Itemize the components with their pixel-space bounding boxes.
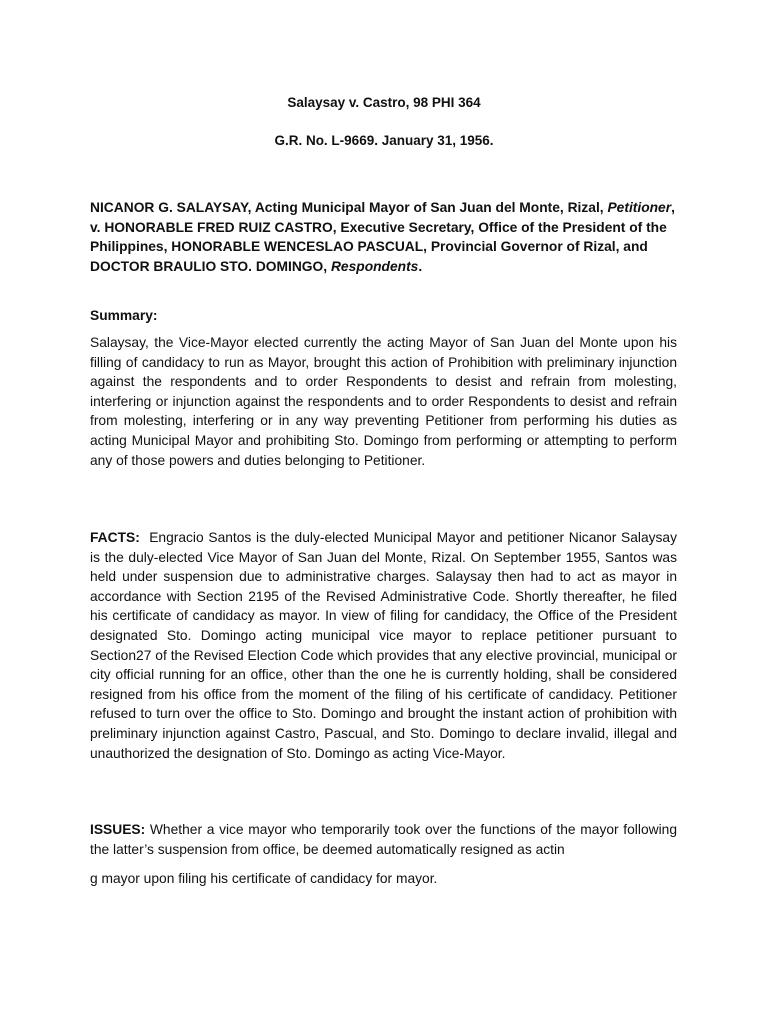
summary-text: Salaysay, the Vice-Mayor elected currently the acting Mayor of San Juan del Monte upon his filling of candidacy to run as Mayor, brought this action of Prohibition with preliminary injunction against the respondents and to order Respondents to desist and refrain from molesting, interfering or injunction against the respondents and to order Respondents to desist and refrain from molesting, interfering or in any way preventing Petitioner from performing his duties as acting Municipal Mayor and prohibiting Sto. Domingo from performing or attempting to perform any of those powers and duties belonging to Petitioner.	[90, 335, 677, 468]
issues-label: ISSUES:	[90, 822, 146, 837]
case-parties	[90, 198, 677, 276]
case-gr-number: G.R. No. L-9669. January 31, 1956.	[274, 133, 494, 148]
issues-text: Whether a vice mayor who temporarily took over the functions of the mayor following the latter’s suspension from office, be deemed automatically resigned as actin	[90, 822, 677, 857]
facts-label: FACTS:	[90, 530, 140, 545]
case-title: Salaysay v. Castro, 98 PHI 364	[287, 95, 481, 110]
issues-continuation: g mayor upon filing his certificate of candidacy for mayor.	[90, 871, 438, 886]
parties-part1: NICANOR G. SALAYSAY, Acting Municipal Mayor of San Juan del Monte, Rizal,	[90, 200, 608, 215]
parties-respondents: Respondents	[330, 258, 419, 274]
parties-part2: , v. HONORABLE FRED RUIZ CASTRO, Executive Secretary, Office of the President of the Philippines, HONORABLE WENCESLAO PASCUAL, Provincial Governor of Rizal, and DOCTOR BRAULIO STO. DOMINGO,	[90, 200, 675, 274]
facts-paragraph	[90, 528, 677, 763]
facts-text: Engracio Santos is the duly-elected Municipal Mayor and petitioner Nicanor Salaysay is the duly-elected Vice Mayor of San Juan del Monte, Rizal. On September 1955, Santos was held under suspension due to administrative charges. Salaysay then had to act as mayor in accordance with Section 2195 of the Revised Administrative Code. Shortly thereafter, he filed his certificate of candidacy as mayor. In view of filing for candidacy, the Office of the President designated Sto. Domingo acting municipal vice mayor to replace petitioner pursuant to Section27 of the Revised Election Code which provides that any elective provincial, municipal or city official running for an office, other than the one he is currently holding, shall be considered resigned from his office from the moment of the filing of his certificate of candidacy. Petitioner refused to turn over the office to Sto. Domingo and brought the instant action of prohibition with preliminary injunction against Castro, Pascual, and Sto. Domingo to declare invalid, illegal and unauthorized the designation of Sto. Domingo as acting Vice-Mayor.	[90, 530, 677, 761]
parties-part3: .	[418, 258, 423, 274]
parties-petitioner: Petitioner	[607, 200, 672, 215]
summary-heading: Summary:	[90, 308, 158, 323]
issues-paragraph	[90, 820, 677, 859]
